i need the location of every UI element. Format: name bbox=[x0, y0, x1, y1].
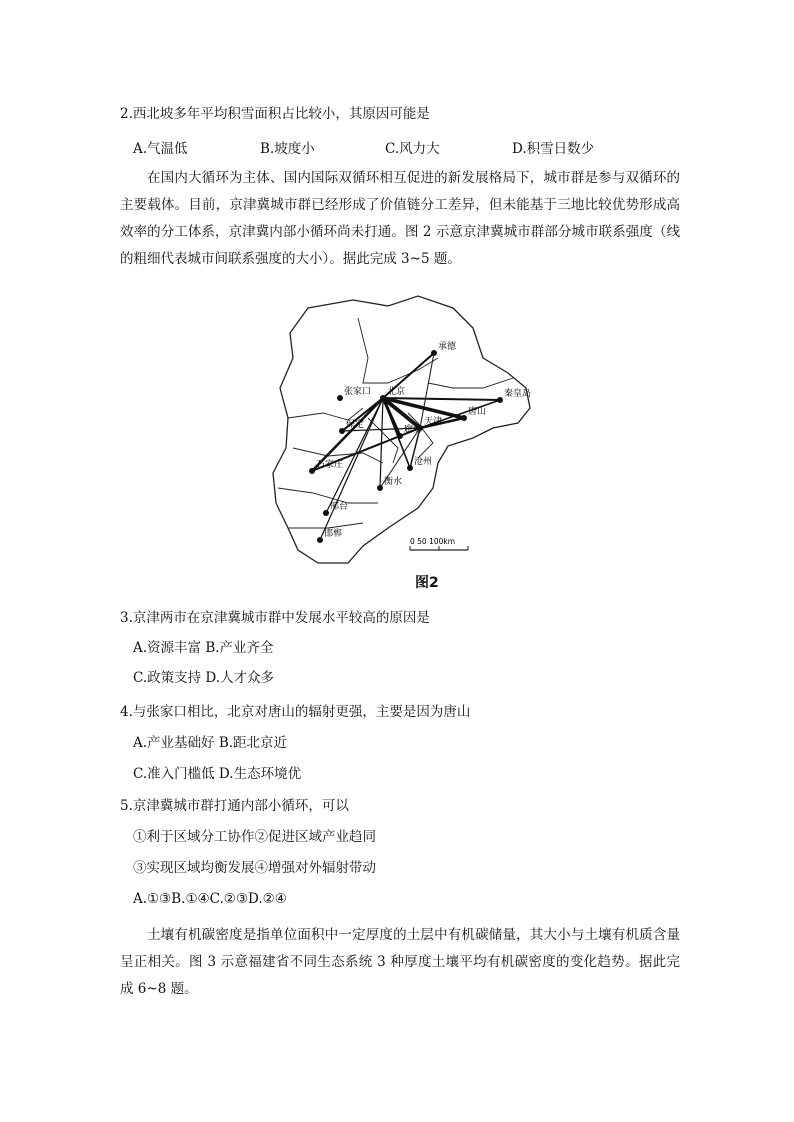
q4-options-ab: A.产业基础好 B.距北京近 bbox=[133, 735, 288, 751]
q5-stem: 5.京津冀城市群打通内部小循环，可以 bbox=[120, 798, 349, 814]
region-outline bbox=[273, 296, 530, 563]
city-marker bbox=[397, 433, 403, 439]
city-marker bbox=[337, 395, 343, 401]
passage-2: 土壤有机碳密度是指单位面积中一定厚度的土层中有机碳储量，其大小与土壤有机质含量呈正相关。图 3 示意福建省不同生态系统 3 种厚度土壤平均有机碳密度的变化趋势。据此完成 6~8 题。 bbox=[120, 927, 680, 997]
q4-stem: 4.与张家口相比，北京对唐山的辐射更强，主要是因为唐山 bbox=[120, 704, 471, 720]
city-marker bbox=[461, 415, 467, 421]
city-label: 唐山 bbox=[468, 407, 487, 417]
q5-statements-12: ①利于区域分工协作②促进区域产业趋同 bbox=[133, 829, 376, 845]
city-marker bbox=[339, 428, 345, 434]
city-marker bbox=[323, 510, 329, 516]
city-label: 沧州 bbox=[414, 457, 433, 467]
figure-2-caption: 图2 bbox=[415, 575, 439, 591]
q2-option-c: C.风力大 bbox=[385, 141, 440, 157]
q2-option-a: A.气温低 bbox=[133, 141, 188, 157]
q3-options-cd: C.政策支持 D.人才众多 bbox=[133, 670, 275, 686]
figure-2-map bbox=[268, 288, 538, 573]
scale-bar bbox=[410, 537, 468, 550]
q3-options-ab: A.资源丰富 B.产业齐全 bbox=[133, 640, 274, 656]
city-label: 秦皇岛 bbox=[504, 389, 532, 399]
city-marker bbox=[407, 465, 413, 471]
q5-statements-34: ③实现区域均衡发展④增强对外辐射带动 bbox=[133, 860, 376, 876]
city-label: 衡水 bbox=[384, 477, 403, 487]
city-label: 张家口 bbox=[344, 387, 372, 397]
city-label: 石家庄 bbox=[316, 460, 344, 470]
q2-option-d: D.积雪日数少 bbox=[512, 141, 595, 157]
city-label: 邢台 bbox=[330, 502, 349, 512]
scale-label: 0 50 100km bbox=[410, 537, 456, 546]
city-marker bbox=[431, 350, 437, 356]
q4-options-cd: C.准入门槛低 D.生态环境优 bbox=[133, 766, 302, 782]
city-label: 邯郸 bbox=[324, 529, 343, 539]
city-label: 天津 bbox=[424, 417, 443, 427]
passage-1: 在国内大循环为主体、国内国际双循环相互促进的新发展格局下，城市群是参与双循环的主要载体。目前，京津冀城市群已经形成了价值链分工差异，但未能基于三地比较优势形成高效率的分工体系，京津冀内部小循环尚未打通。图 2 示意京津冀城市群部分城市联系强度（线的粗细代表城市间联系强度的大小）。据此完成 3~5 题。 bbox=[120, 170, 680, 267]
city-label: 廊坊 bbox=[404, 425, 423, 435]
link-北京-秦皇岛 bbox=[383, 398, 500, 400]
city-marker bbox=[497, 397, 503, 403]
q2-option-b: B.坡度小 bbox=[260, 141, 315, 157]
city-label: 北京 bbox=[387, 387, 406, 397]
q3-stem: 3.京津两市在京津冀城市群中发展水平较高的原因是 bbox=[120, 610, 430, 626]
city-marker bbox=[377, 485, 383, 491]
city-label: 保定 bbox=[346, 420, 365, 430]
city-label: 承德 bbox=[438, 342, 457, 352]
q5-options: A.①③B.①④C.②③D.②④ bbox=[133, 891, 287, 907]
city-marker bbox=[317, 537, 323, 543]
city-marker bbox=[309, 468, 315, 474]
q2-stem: 2.西北坡多年平均积雪面积占比较小，其原因可能是 bbox=[120, 106, 430, 122]
city-marker bbox=[380, 395, 386, 401]
